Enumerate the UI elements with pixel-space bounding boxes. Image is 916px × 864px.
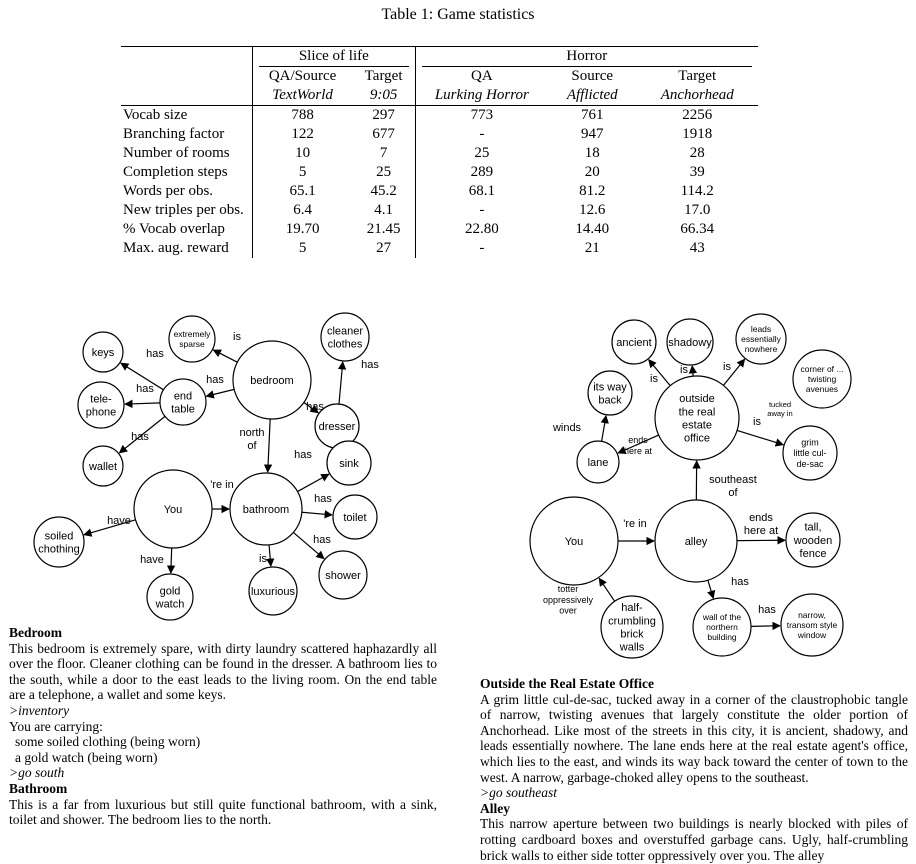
- edge-label: has: [306, 401, 324, 413]
- node-label: nowhere: [744, 344, 778, 355]
- edge-label: 're in: [210, 479, 234, 491]
- table-cell: 65.1: [289, 183, 316, 199]
- column-header: QA/Source: [268, 68, 337, 84]
- node-label: fence: [799, 548, 827, 561]
- table-cell: -: [479, 202, 485, 218]
- node-grim: [783, 426, 837, 480]
- node-label: twisting: [807, 373, 837, 384]
- edge-label: has: [146, 348, 164, 360]
- table-cell: 5: [298, 240, 307, 256]
- edge-label: totter: [557, 584, 579, 594]
- node-label: wallet: [88, 460, 118, 473]
- node-label: clothes: [327, 338, 363, 351]
- table-cell: 28: [689, 145, 705, 161]
- node-label: corner of ...: [800, 363, 844, 374]
- node-label: lane: [587, 456, 609, 469]
- node-label: tele-: [90, 393, 112, 406]
- node-alley: [655, 500, 737, 582]
- table-cell: 45.2: [352, 182, 415, 201]
- node-label: soiled: [44, 530, 74, 543]
- table-cell: 19.70: [285, 221, 320, 237]
- edge-label: away in: [767, 409, 793, 418]
- edge-label: has: [758, 604, 776, 616]
- node-lane: [577, 441, 619, 483]
- edge-arrow: [602, 416, 606, 442]
- column-game-name: Lurking Horror: [415, 86, 548, 106]
- edge-label: is: [233, 331, 241, 343]
- node-wall-northern: [693, 598, 751, 656]
- column-header: QA: [471, 68, 493, 84]
- command-line: >go southeast: [480, 785, 557, 801]
- edge-arrow: [751, 626, 780, 627]
- table-cell: 5: [298, 164, 307, 180]
- room-description: A grim little cul-de-sac, tucked away in a corner of the claustrophobic tangle of narrow, twisting avenues that largely constitute the older portion of Anchorhead. Like most of the streets in this city, it is ancient, shadowy, and leads essentially nowhere. The lane ends here at the real estate agent's office, which lies to the east, and winds its way back toward the center of town to the west. A narrow, garbage-choked alley opens to the southeast.: [480, 691, 908, 785]
- row-label: Max. aug. reward: [121, 239, 252, 258]
- room-description: This narrow aperture between two buildings is nearly blocked with piles of rotting cardboard boxes and overstuffed garbage cans. Ugly, half-crumbling brick walls to either side totter oppressively over you. The alley: [480, 816, 908, 863]
- bedroom-transcript: [9, 625, 437, 828]
- table-cell: 39: [689, 164, 705, 180]
- node-label: alley: [684, 535, 708, 548]
- edge-arrow: [297, 474, 328, 491]
- row-label: Completion steps: [121, 163, 252, 182]
- node-label: window: [797, 630, 827, 641]
- table-cell: 81.2: [579, 183, 606, 199]
- node-label: brick: [620, 628, 644, 641]
- row-label: Words per obs.: [121, 182, 252, 201]
- edge-label: has: [361, 359, 379, 371]
- node-label: You: [564, 535, 584, 548]
- edge-label: southeast: [709, 474, 757, 486]
- table-cell: -: [479, 126, 485, 142]
- node-label: extremely: [173, 328, 211, 339]
- row-label: Vocab size: [121, 106, 252, 126]
- edge-label: have: [107, 515, 131, 527]
- edge-label: tucked: [768, 400, 792, 409]
- table-cell: 788: [291, 107, 314, 123]
- node-bathroom: [230, 473, 302, 545]
- node-label: back: [598, 394, 622, 407]
- edge-label: of: [728, 487, 738, 500]
- group-header-horror: Horror: [422, 47, 752, 67]
- table-cell: 114.2: [680, 183, 714, 199]
- table-cell: 677: [352, 125, 415, 144]
- table-cell: 20: [584, 164, 600, 180]
- table-cell: 6.4: [293, 202, 312, 218]
- node-corner: [793, 350, 851, 408]
- edge-arrow: [339, 362, 343, 404]
- node-wallet: [83, 446, 123, 486]
- edge-label: winds: [552, 422, 582, 434]
- edge-arrow: [268, 419, 270, 472]
- node-label: dresser: [318, 420, 356, 433]
- node-label: bedroom: [250, 374, 294, 387]
- table-cell: 27: [352, 239, 415, 258]
- node-label: bathroom: [242, 503, 290, 516]
- node-shadowy: [667, 319, 713, 365]
- edge-arrow: [269, 545, 271, 566]
- edge-arrow: [302, 512, 332, 515]
- node-label: gold: [159, 585, 181, 598]
- node-ancient: [612, 320, 656, 364]
- node-label: end: [173, 390, 193, 403]
- edge-label: has: [136, 383, 154, 395]
- node-label: crumbling: [608, 615, 656, 628]
- edge-arrow: [692, 366, 693, 376]
- table-cell: 66.34: [680, 221, 715, 237]
- table-cell: 12.6: [579, 202, 606, 218]
- edge-label: has: [131, 431, 149, 443]
- group-header-slice-of-life: Slice of life: [259, 47, 409, 67]
- command-line: >go south: [9, 765, 65, 781]
- real-estate-transcript: [480, 676, 908, 864]
- row-label: Branching factor: [121, 125, 252, 144]
- table-cell: 2256: [682, 107, 713, 123]
- row-label: % Vocab overlap: [121, 220, 252, 239]
- column-header: Target: [678, 68, 717, 84]
- edge-label: of: [247, 440, 257, 453]
- node-label: office: [683, 432, 711, 445]
- node-label: sink: [339, 457, 359, 470]
- table-cell: 14.40: [575, 221, 610, 237]
- room-title: Outside the Real Estate Office: [480, 676, 654, 691]
- node-label: transom style: [786, 619, 838, 630]
- table-cell: 947: [580, 126, 604, 142]
- node-label: phone: [85, 406, 117, 419]
- edge-label: north: [239, 427, 265, 439]
- node-label: leads: [750, 323, 772, 334]
- node-label: You: [163, 503, 183, 516]
- table-cell: 25: [474, 145, 490, 161]
- node-soiled-clothing: [34, 517, 84, 567]
- node-sink: [327, 441, 371, 485]
- edge-label: is: [680, 364, 688, 376]
- edge-arrow: [213, 350, 237, 362]
- room-description: This is a far from luxurious but still quite functional bathroom, with a sink, toilet and shower. The bedroom lies to the north.: [9, 796, 437, 828]
- edge-label: is: [753, 416, 761, 428]
- node-cleaner-clothes: [321, 313, 369, 361]
- column-game-name: Anchorhead: [637, 86, 758, 106]
- row-label: New triples per obs.: [121, 201, 252, 220]
- node-brick-walls: [601, 596, 663, 658]
- node-label: northern: [706, 621, 738, 632]
- node-luxurious: [249, 567, 297, 615]
- node-label: little cul-: [793, 448, 827, 459]
- edge-label: over: [559, 605, 577, 616]
- table-cell: 25: [352, 163, 415, 182]
- node-label: shower: [325, 569, 361, 582]
- edge-label: ends: [749, 512, 773, 524]
- node-label: toilet: [343, 511, 367, 524]
- node-bedroom: [233, 341, 311, 419]
- edge-arrow: [737, 430, 783, 444]
- edge-label: is: [723, 361, 731, 373]
- edge-label: is: [259, 553, 267, 565]
- node-telephone: [78, 382, 124, 428]
- edge-label: here at: [743, 525, 779, 538]
- edge-label: has: [294, 449, 312, 461]
- table-cell: 1918: [682, 126, 713, 142]
- node-you: [530, 497, 618, 585]
- column-header: Source: [571, 68, 614, 84]
- edge-label: ends: [628, 435, 648, 445]
- node-keys: [83, 332, 123, 372]
- edge-label: has: [313, 534, 331, 546]
- node-office: [655, 376, 739, 460]
- node-label: the real: [678, 406, 716, 419]
- edge-label: 're in: [623, 518, 647, 530]
- table-cell: 7: [352, 144, 415, 163]
- node-label: wall of the: [702, 611, 742, 622]
- room-title: Alley: [480, 800, 510, 816]
- node-label: estate: [682, 419, 712, 432]
- column-game-name: 9:05: [352, 86, 415, 106]
- inventory-heading: You are carrying:: [9, 718, 103, 734]
- edge-arrow: [125, 403, 160, 404]
- room-title: Bathroom: [9, 780, 68, 796]
- node-fence: [786, 513, 840, 567]
- node-label: avenues: [805, 384, 839, 395]
- edge-label: here at: [623, 445, 653, 456]
- edge-label: has: [206, 374, 224, 386]
- node-label: watch: [155, 598, 185, 611]
- node-label: chothing: [38, 543, 80, 556]
- inventory-item: some soiled clothing (being worn): [15, 734, 201, 750]
- node-you: [134, 470, 212, 548]
- node-label: shadowy: [668, 336, 712, 349]
- edge-label: oppressively: [542, 594, 594, 605]
- edge-arrow: [206, 389, 234, 396]
- node-label: outside: [679, 393, 715, 406]
- node-label: walls: [619, 641, 645, 654]
- table-cell: -: [479, 240, 485, 256]
- node-gold-watch: [147, 574, 193, 620]
- table-cell: 17.0: [684, 202, 711, 218]
- node-extremely-sparse: [169, 316, 215, 362]
- node-label: cleaner: [326, 325, 364, 338]
- edge-label: have: [140, 554, 164, 566]
- table-cell: 18: [584, 145, 600, 161]
- table-cell: 289: [470, 164, 494, 180]
- command-line: >inventory: [9, 702, 70, 718]
- node-label: grim: [801, 437, 819, 448]
- inventory-item: a gold watch (being worn): [15, 749, 158, 765]
- node-label: keys: [91, 346, 115, 359]
- node-label: its way: [593, 381, 627, 394]
- table-cell: 10: [295, 145, 311, 161]
- table-cell: 21: [584, 240, 600, 256]
- table-cell: 761: [580, 107, 604, 123]
- room-description: This bedroom is extremely spare, with dirty laundry scattered haphazardly all over the floor. Cleaner clothing can be found in the dresser. A bathroom lies to the south, while a door to the east leads to the living room. On the end table are a telephone, a wallet and some keys.: [9, 640, 437, 703]
- edge-arrow: [599, 578, 615, 601]
- edge-label: has: [314, 493, 332, 505]
- node-label: half-: [621, 602, 643, 615]
- node-way-back: [588, 371, 632, 415]
- room-title: Bedroom: [9, 625, 62, 640]
- column-game-name: Afflicted: [548, 86, 637, 106]
- edge-arrow: [171, 548, 172, 573]
- node-label: building: [707, 632, 737, 643]
- table-cell: 22.80: [464, 221, 499, 237]
- node-label: wooden: [793, 534, 833, 547]
- node-label: ancient: [616, 336, 652, 349]
- node-label: de-sac: [796, 458, 824, 469]
- table-cell: 297: [352, 106, 415, 126]
- node-shower: [319, 551, 367, 599]
- column-header: Target: [352, 67, 415, 86]
- node-leads-nowhere: [736, 314, 786, 364]
- node-label: table: [171, 403, 195, 416]
- node-transom: [781, 594, 843, 656]
- node-end-table: [160, 379, 206, 425]
- table-cell: 43: [689, 240, 705, 256]
- table-cell: 4.1: [352, 201, 415, 220]
- column-game-name: TextWorld: [252, 86, 352, 106]
- table-cell: 122: [291, 126, 314, 142]
- node-toilet: [333, 495, 377, 539]
- edge-label: has: [731, 576, 749, 588]
- node-label: tall,: [804, 521, 822, 534]
- node-label: narrow,: [798, 609, 826, 620]
- edge-arrow: [708, 580, 713, 598]
- table-cell: 21.45: [352, 220, 415, 239]
- node-label: essentially: [741, 333, 781, 344]
- edge-label: is: [650, 373, 658, 385]
- node-label: sparse: [179, 339, 205, 350]
- table-cell: 68.1: [468, 183, 495, 199]
- table-caption: Table 1: Game statistics: [381, 6, 535, 23]
- node-label: luxurious: [250, 585, 296, 598]
- table-cell: 773: [470, 107, 494, 123]
- row-label: Number of rooms: [121, 144, 252, 163]
